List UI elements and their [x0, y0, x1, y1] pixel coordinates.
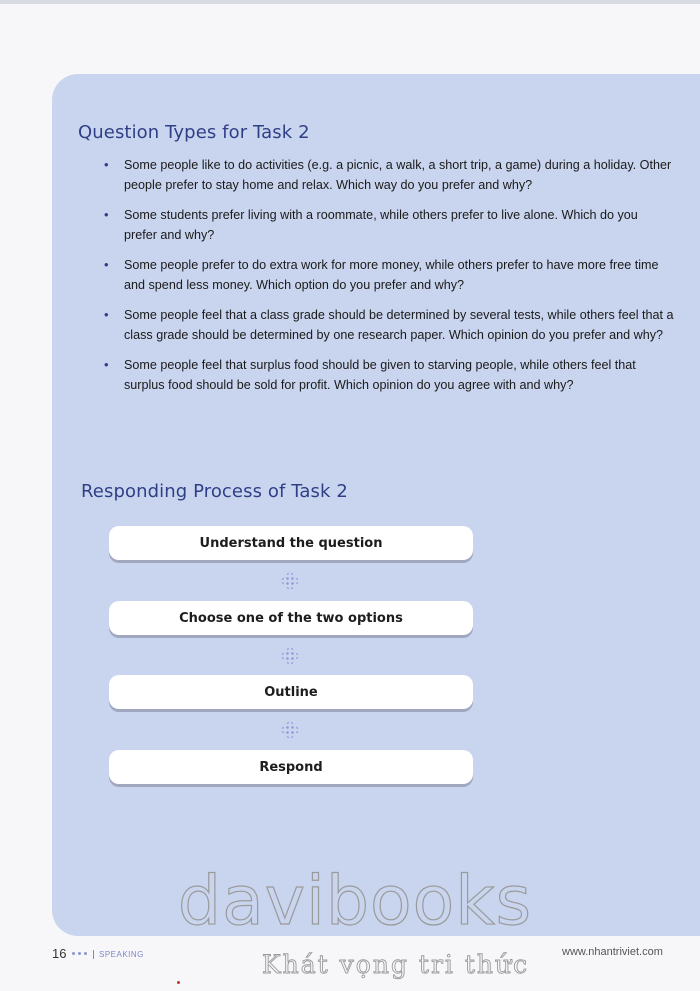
question-item	[104, 305, 674, 345]
bullet-icon: •	[104, 357, 109, 372]
footer-dots-icon	[72, 952, 88, 958]
bullet-icon: •	[104, 207, 109, 222]
step-choose-option: Choose one of the two options	[109, 601, 473, 635]
step-respond: Respond	[109, 750, 473, 784]
bullet-icon: •	[104, 257, 109, 272]
responding-process-heading: Responding Process of Task 2	[81, 481, 348, 502]
question-text: Some people feel that a class grade should be determined by several tests, while others feel that a class grade should be determined by one research paper. Which opinion do you prefer and why?	[124, 308, 674, 342]
bullet-icon: •	[104, 307, 109, 322]
question-item	[104, 155, 674, 195]
question-item	[104, 205, 674, 245]
section-label: SPEAKING	[93, 950, 144, 959]
top-rule	[0, 0, 700, 4]
print-mark	[177, 981, 180, 984]
watermark-brand: davibooks	[177, 862, 533, 941]
question-text: Some people prefer to do extra work for more money, while others prefer to have more free time and spend less money. Which option do you prefer and why?	[124, 258, 659, 292]
page-number: 16	[52, 946, 67, 961]
question-list	[104, 155, 674, 405]
question-text: Some people like to do activities (e.g. a picnic, a walk, a short trip, a game) during a holiday. Other people prefer to stay home and relax. Which way do you prefer and why?	[124, 158, 672, 192]
question-item	[104, 255, 674, 295]
question-item	[104, 355, 674, 395]
watermark-tagline: Khát vọng tri thức	[262, 950, 530, 979]
question-text: Some people feel that surplus food should be given to starving people, while others feel that surplus food should be sold for profit. Which opinion do you agree with and why?	[124, 358, 636, 392]
step-outline: Outline	[109, 675, 473, 709]
bullet-icon: •	[104, 157, 109, 172]
question-text: Some students prefer living with a roommate, while others prefer to live alone. Which do you prefer and why?	[124, 208, 638, 242]
question-types-heading: Question Types for Task 2	[78, 122, 310, 143]
footer-url: www.nhantriviet.com	[562, 946, 663, 958]
step-understand-question: Understand the question	[109, 526, 473, 560]
